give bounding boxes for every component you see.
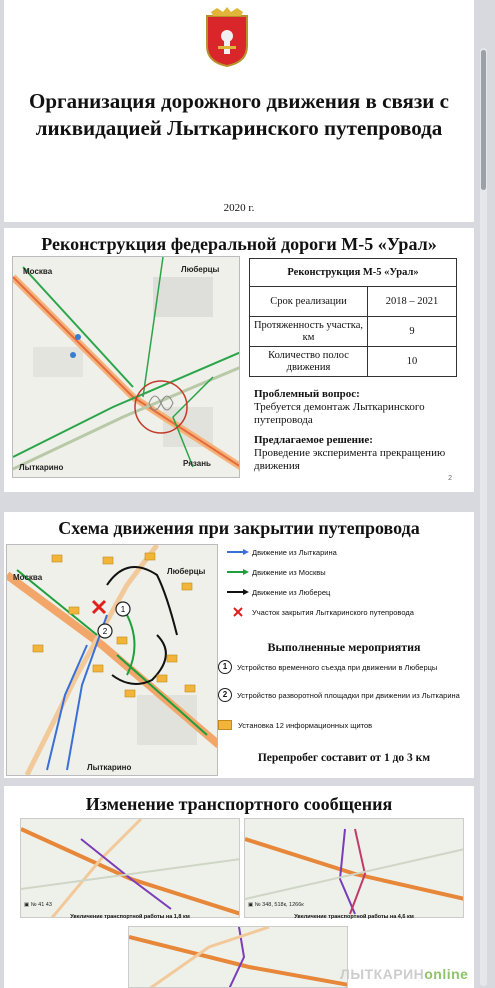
- problem-note: [254, 388, 464, 427]
- blue-arrow-icon: [224, 549, 252, 555]
- route-caption-2: Увеличение транспортной работы на 4,6 км: [294, 914, 414, 920]
- traffic-scheme-slide: [4, 512, 474, 778]
- map-label-ryazan: Рязань: [183, 459, 211, 468]
- map-label-lyubertsy: Люберцы: [181, 265, 220, 274]
- transport-change-slide: [4, 786, 474, 988]
- map-label-lyubertsy: Люберцы: [167, 567, 206, 576]
- solution-note: [254, 434, 464, 473]
- scrollbar-thumb[interactable]: [481, 50, 486, 190]
- map-label-moscow: Москва: [23, 267, 53, 276]
- title-slide: [4, 0, 474, 222]
- done-title: Выполненные мероприятия: [267, 640, 421, 654]
- number-one-icon: 1: [218, 660, 232, 674]
- info-board-icon: [218, 720, 232, 730]
- detour-map: [6, 544, 218, 776]
- detour-note: Перепробег составит от 1 до 3 км: [257, 752, 431, 764]
- map-label-moscow: Москва: [13, 573, 43, 582]
- map-label-lytkarino: Лыткарино: [87, 763, 132, 772]
- coat-of-arms-icon: [203, 6, 251, 68]
- problem-title: Проблемный вопрос:: [254, 388, 360, 400]
- problem-text: Требуется демонтаж Лыткаринского путепровода: [254, 401, 425, 426]
- route-map-1: [20, 818, 240, 918]
- done-item: 2 Устройство разворотной площадки при движении из Лыткарина: [218, 688, 472, 702]
- project-table: [249, 258, 457, 377]
- table-header: Реконструкция М-5 «Урал»: [250, 259, 457, 287]
- map-label-lytkarino: Лыткарино: [19, 463, 64, 472]
- svg-text:2: 2: [102, 627, 108, 636]
- table-row: Протяженность участка, км 9: [250, 317, 457, 347]
- legend-item: Движение из Люберец: [224, 582, 464, 602]
- legend-item: Движение из Москвы: [224, 562, 464, 582]
- slide-title: Схема движения при закрытии путепровода: [58, 518, 420, 538]
- m5-map: [12, 256, 240, 478]
- done-item: 1 Устройство временного съезда при движении в Люберцы: [218, 660, 472, 674]
- green-arrow-icon: [224, 569, 252, 575]
- legend-item: Движение из Лыткарина: [224, 542, 464, 562]
- bus-icon: ▣: [248, 902, 254, 908]
- svg-text:1: 1: [120, 605, 126, 614]
- legend-item: Участок закрытия Лыткаринского путепровода: [224, 602, 464, 622]
- done-item: Установка 12 информационных щитов: [218, 720, 472, 730]
- bus-routes-2: ▣ № 348, 518к, 1266к: [248, 902, 304, 908]
- table-row: Срок реализации 2018 – 2021: [250, 287, 457, 317]
- reconstruction-slide: [4, 228, 474, 492]
- number-two-icon: 2: [218, 688, 232, 702]
- solution-text: Проведение эксперимента прекращению движения: [254, 447, 446, 472]
- route-map-3: [128, 926, 348, 988]
- solution-title: Предлагаемое решение:: [254, 434, 373, 446]
- slide-title: Изменение транспортного сообщения: [85, 794, 393, 814]
- table-row: Количество полос движения 10: [250, 347, 457, 377]
- legend: [224, 542, 464, 622]
- bus-routes-1: ▣ № 41 43: [24, 902, 52, 908]
- black-arrow-icon: [224, 589, 252, 595]
- red-cross-icon: [224, 607, 252, 617]
- route-caption-1: Увеличение транспортной работы на 1,8 км: [70, 914, 190, 920]
- page-title: Организация дорожного движения в связи с ликвидацией Лыткаринского путепровода: [29, 89, 449, 140]
- page-number: 2: [448, 475, 452, 482]
- year-label: 2020 г.: [223, 202, 255, 214]
- bus-icon: ▣: [24, 902, 30, 908]
- slide-title: Реконструкция федеральной дороги М-5 «Урал»: [41, 234, 437, 254]
- watermark-logo: ЛЫТКАРИНonline: [340, 966, 469, 982]
